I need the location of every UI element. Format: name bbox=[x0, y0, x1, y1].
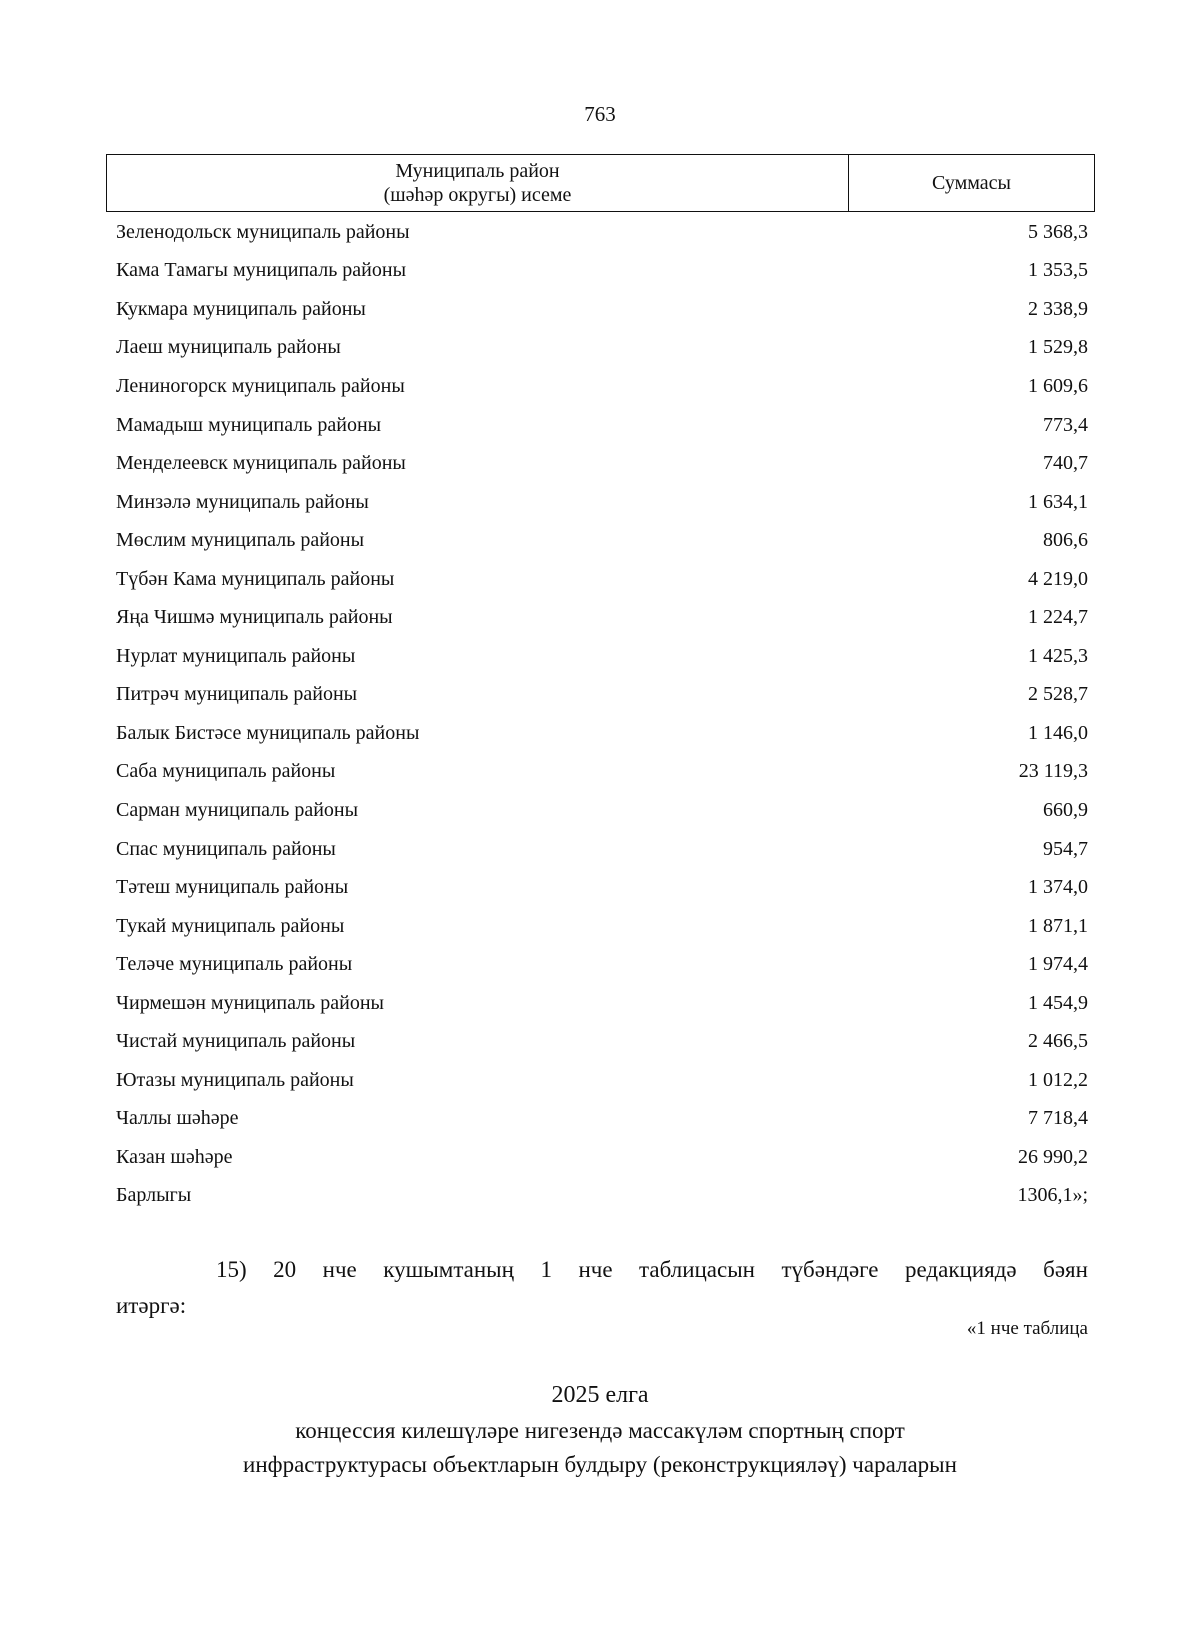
paragraph-word: редакциядә bbox=[905, 1257, 1017, 1282]
table-row bbox=[116, 637, 1088, 676]
row-value: 4 219,0 bbox=[1028, 567, 1088, 590]
row-value: 773,4 bbox=[1043, 413, 1088, 436]
table-row bbox=[116, 830, 1088, 869]
table-row bbox=[116, 1022, 1088, 1061]
table-row bbox=[116, 791, 1088, 830]
table-row bbox=[116, 868, 1088, 907]
table-row bbox=[116, 560, 1088, 599]
paragraph-line-2: итәргә: bbox=[116, 1293, 187, 1318]
header-name-cell bbox=[107, 155, 849, 211]
paragraph-word: 15) bbox=[216, 1257, 247, 1282]
table-row bbox=[116, 907, 1088, 946]
row-name: Лениногорск муниципаль районы bbox=[116, 374, 405, 397]
table-row bbox=[116, 367, 1088, 406]
row-name: Лаеш муниципаль районы bbox=[116, 336, 341, 359]
row-name: Мамадыш муниципаль районы bbox=[116, 413, 382, 436]
row-name: Тәтеш муниципаль районы bbox=[116, 876, 349, 899]
table-header bbox=[106, 154, 1095, 212]
table-row bbox=[116, 406, 1088, 445]
paragraph-word: бәян bbox=[1043, 1257, 1088, 1282]
row-value: 660,9 bbox=[1043, 798, 1088, 821]
table-row bbox=[116, 290, 1088, 329]
title-line-1: концессия килешүләре нигезендә массакүләм спортның спорт bbox=[295, 1418, 905, 1443]
paragraph-word: 1 bbox=[540, 1257, 552, 1282]
table-body bbox=[116, 213, 1088, 1215]
table-row bbox=[116, 714, 1088, 753]
row-value: 1 609,6 bbox=[1028, 374, 1088, 397]
paragraph-word: кушымтаның bbox=[383, 1257, 514, 1282]
row-name: Нурлат муниципаль районы bbox=[116, 644, 356, 667]
row-name: Чистай муниципаль районы bbox=[116, 1030, 356, 1053]
table-row bbox=[116, 521, 1088, 560]
row-value: 1 634,1 bbox=[1028, 490, 1088, 513]
row-value: 1 529,8 bbox=[1028, 336, 1088, 359]
row-value: 806,6 bbox=[1043, 529, 1088, 552]
row-value: 1 146,0 bbox=[1028, 721, 1088, 744]
table-row bbox=[116, 213, 1088, 252]
paragraph-word: таблицасын bbox=[639, 1257, 755, 1282]
table-row bbox=[116, 598, 1088, 637]
row-value: 954,7 bbox=[1043, 837, 1088, 860]
row-name: Чаллы шәһәре bbox=[116, 1107, 239, 1130]
table-row bbox=[116, 945, 1088, 984]
table-row bbox=[116, 1061, 1088, 1100]
row-name: Спас муниципаль районы bbox=[116, 837, 336, 860]
row-value: 1 012,2 bbox=[1028, 1068, 1088, 1091]
page-number: 763 bbox=[584, 102, 616, 126]
paragraph-line-1 bbox=[116, 1252, 1088, 1288]
row-value: 1306,1»; bbox=[1017, 1184, 1088, 1207]
table-row bbox=[116, 753, 1088, 792]
row-value: 7 718,4 bbox=[1028, 1107, 1088, 1130]
row-name: Минзәлә муниципаль районы bbox=[116, 490, 369, 513]
header-name-line1: Муниципаль район bbox=[395, 160, 560, 182]
row-value: 1 974,4 bbox=[1028, 953, 1088, 976]
row-name: Барлыгы bbox=[116, 1184, 192, 1207]
row-value: 26 990,2 bbox=[1018, 1145, 1088, 1168]
header-sum-cell: Суммасы bbox=[932, 171, 1011, 194]
row-value: 1 425,3 bbox=[1028, 644, 1088, 667]
row-name: Питрәч муниципаль районы bbox=[116, 683, 358, 706]
table-caption: «1 нче таблица bbox=[966, 1318, 1088, 1339]
table-row bbox=[116, 1138, 1088, 1177]
row-name: Яңа Чишмә муниципаль районы bbox=[116, 606, 393, 629]
row-value: 1 224,7 bbox=[1028, 606, 1088, 629]
row-name: Мөслим муниципаль районы bbox=[116, 529, 365, 552]
row-value: 1 871,1 bbox=[1028, 914, 1088, 937]
row-value: 2 466,5 bbox=[1028, 1030, 1088, 1053]
row-value: 1 454,9 bbox=[1028, 991, 1088, 1014]
section-title bbox=[0, 1378, 1200, 1482]
paragraph-word: 20 bbox=[273, 1257, 297, 1282]
row-name: Кукмара муниципаль районы bbox=[116, 297, 366, 320]
table-row bbox=[116, 329, 1088, 368]
header-name-line2: (шәһәр округы) исеме bbox=[383, 184, 572, 206]
table-row bbox=[116, 1177, 1088, 1216]
row-name: Саба муниципаль районы bbox=[116, 760, 336, 783]
table-row bbox=[116, 444, 1088, 483]
row-name: Менделеевск муниципаль районы bbox=[116, 452, 406, 475]
row-value: 1 353,5 bbox=[1028, 259, 1088, 282]
title-year: 2025 елга bbox=[551, 1382, 649, 1408]
row-value: 2 338,9 bbox=[1028, 297, 1088, 320]
table-row bbox=[116, 984, 1088, 1023]
amendment-paragraph bbox=[116, 1252, 1088, 1324]
row-name: Чирмешән муниципаль районы bbox=[116, 991, 384, 1014]
table-row bbox=[116, 676, 1088, 715]
paragraph-word: түбәндәге bbox=[781, 1257, 879, 1282]
row-name: Сарман муниципаль районы bbox=[116, 798, 359, 821]
row-value: 1 374,0 bbox=[1028, 876, 1088, 899]
row-value: 5 368,3 bbox=[1028, 220, 1088, 243]
paragraph-word: нче bbox=[322, 1257, 357, 1282]
row-name: Түбән Кама муниципаль районы bbox=[116, 567, 395, 590]
row-name: Тукай муниципаль районы bbox=[116, 914, 345, 937]
row-name: Ютазы муниципаль районы bbox=[116, 1068, 354, 1091]
row-value: 23 119,3 bbox=[1018, 760, 1088, 783]
row-name: Казан шәһәре bbox=[116, 1145, 233, 1168]
row-name: Теләче муниципаль районы bbox=[116, 953, 353, 976]
table-row bbox=[116, 252, 1088, 291]
row-name: Балык Бистәсе муниципаль районы bbox=[116, 721, 420, 744]
row-name: Зеленодольск муниципаль районы bbox=[116, 220, 410, 243]
table-row bbox=[116, 483, 1088, 522]
row-value: 2 528,7 bbox=[1028, 683, 1088, 706]
title-line-2: инфраструктурасы объектларын булдыру (реконструкцияләү) чараларын bbox=[243, 1452, 957, 1477]
paragraph-word: нче bbox=[578, 1257, 613, 1282]
row-value: 740,7 bbox=[1043, 452, 1088, 475]
row-name: Кама Тамагы муниципаль районы bbox=[116, 259, 407, 282]
table-row bbox=[116, 1100, 1088, 1139]
